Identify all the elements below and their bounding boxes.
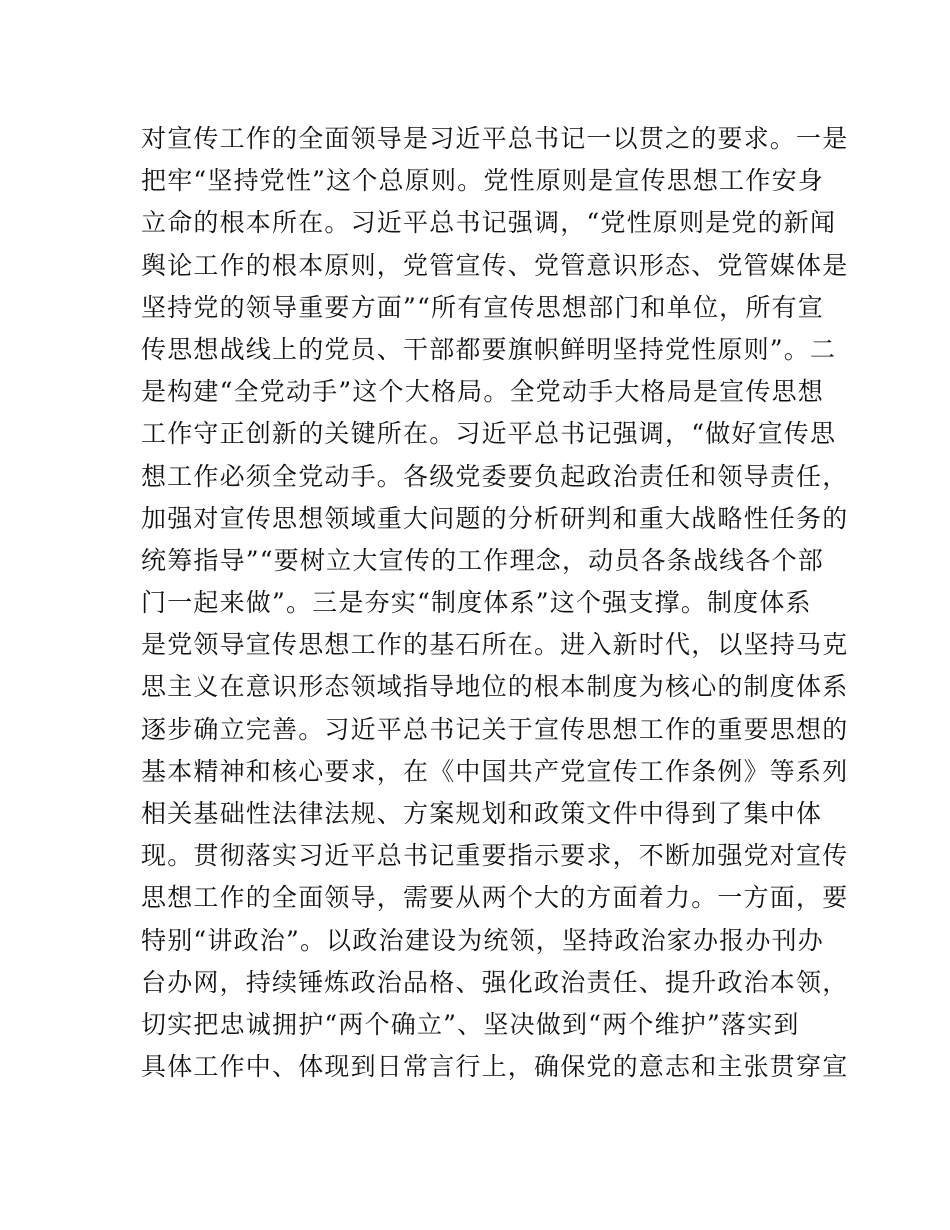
text-line: 是构建“全党动手”这个大格局。全党动手大格局是宣传思想 — [141, 377, 824, 407]
text-line: 现。贯彻落实习近平总书记重要指示要求，不断加强党对宣传 — [141, 841, 849, 871]
body-paragraph — [141, 118, 849, 1088]
text-line: 对宣传工作的全面领导是习近平总书记一以贯之的要求。一是 — [141, 124, 849, 153]
text-line: 工作守正创新的关键所在。习近平总书记强调，“做好宣传思 — [141, 419, 837, 449]
text-line: 统筹指导”“要树立大宣传的工作理念，动员各条战线各个部 — [141, 545, 824, 575]
text-line: 加强对宣传思想领域重大问题的分析研判和重大战略性任务的 — [141, 503, 849, 533]
text-line: 思主义在意识形态领域指导地位的根本制度为核心的制度体系 — [141, 672, 849, 702]
text-line: 门一起来做”。三是夯实“制度体系”这个强支撑。制度体系 — [141, 588, 812, 618]
text-line: 传思想战线上的党员、干部都要旗帜鲜明坚持党性原则”。二 — [141, 334, 837, 364]
text-line: 具体工作中、体现到日常言行上，确保党的意志和主张贯穿宣 — [141, 1052, 849, 1082]
text-line: 台办网，持续锤炼政治品格、强化政治责任、提升政治本领， — [141, 967, 849, 997]
text-line: 相关基础性法律法规、方案规划和政策文件中得到了集中体 — [141, 799, 823, 828]
text-line: 是党领导宣传思想工作的基石所在。进入新时代，以坚持马克 — [141, 630, 849, 660]
text-line: 想工作必须全党动手。各级党委要负起政治责任和领导责任， — [141, 461, 849, 491]
text-line: 思想工作的全面领导，需要从两个大的方面着力。一方面，要 — [141, 883, 849, 913]
text-line: 舆论工作的根本原则，党管宣传、党管意识形态、党管媒体是 — [141, 250, 849, 280]
text-line: 立命的根本所在。习近平总书记强调，“党性原则是党的新闻 — [141, 208, 837, 238]
text-line: 坚持党的领导重要方面”“所有宣传思想部门和单位，所有宣 — [141, 292, 824, 322]
text-line: 切实把忠诚拥护“两个确立”、坚决做到“两个维护”落实到 — [141, 1009, 800, 1039]
text-line: 特别“讲政治”。以政治建设为统领，坚持政治家办报办刊办 — [141, 925, 824, 955]
text-line: 基本精神和核心要求，在《中国共产党宣传工作条例》等系列 — [141, 756, 849, 786]
text-line: 逐步确立完善。习近平总书记关于宣传思想工作的重要思想的 — [141, 714, 849, 744]
text-line: 把牢“坚持党性”这个总原则。党性原则是宣传思想工作安身 — [141, 166, 824, 196]
